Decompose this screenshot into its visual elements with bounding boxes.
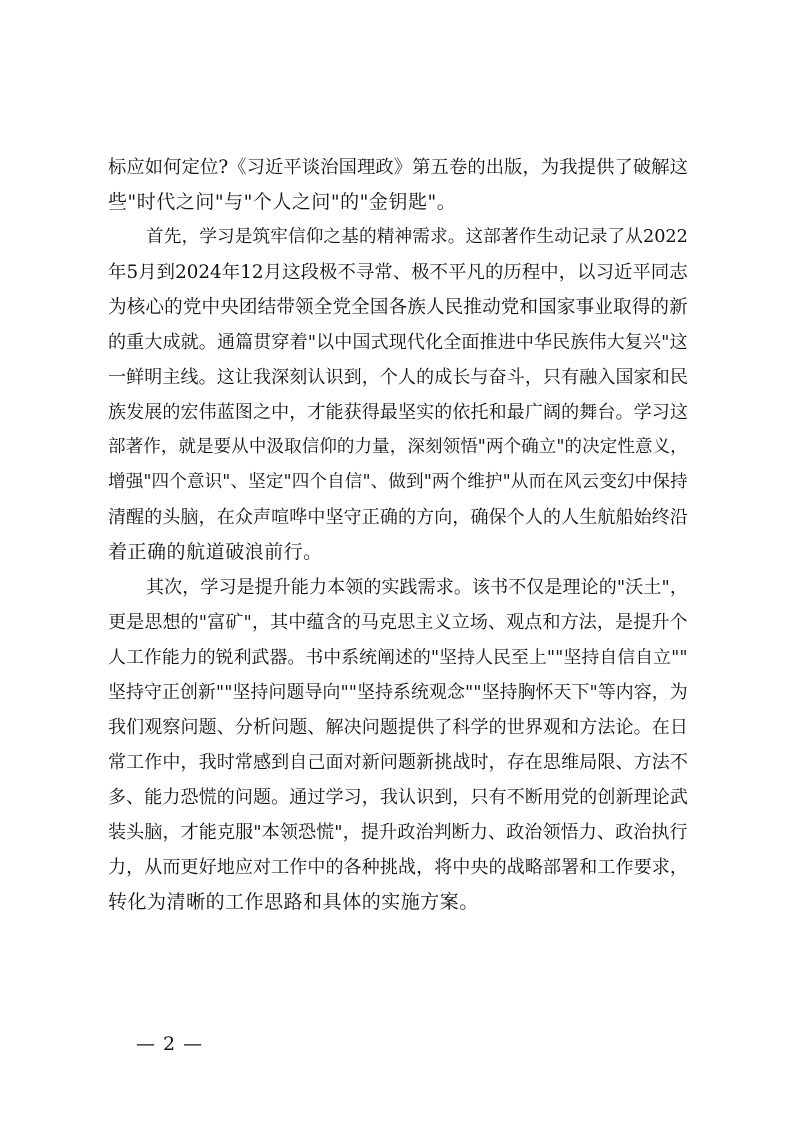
text-line: 族 发 展 的 宏 伟 蓝 图 之 中 ， 才 能 获 得 最 坚 实 的 依 托 和 最 广 阔 的 舞 台 。 学 习 这 [108, 402, 688, 423]
text-line: 坚 持 守 正 创 新 " " 坚 持 问 题 导 向 " " 坚 持 系 统 观 念 " " 坚 持 胸 怀 天 下 " 等 内 容 ， 为 [108, 682, 688, 703]
text-line: 标 应 如 何 定 位 ? 《 习 近 平 谈 治 国 理 政 》 第 五 卷 的 出 版 ， 为 我 提 供 了 破 解 这 [108, 157, 688, 178]
text-line: 其 次 ， 学 习 是 提 升 能 力 本 领 的 实 践 需 求 。 该 书 不 仅 是 理 论 的 " 沃 土 " ， [146, 577, 688, 598]
text-line: 清 醒 的 头 脑 ， 在 众 声 喧 哗 中 坚 守 正 确 的 方 向 ， 确 保 个 人 的 人 生 航 船 始 终 沿 [108, 507, 688, 528]
text-line: 更 是 思 想 的 " 富 矿 " ， 其 中 蕴 含 的 马 克 思 主 义 立 场 、 观 点 和 方 法 ， 是 提 升 个 [108, 612, 688, 633]
paragraph [108, 150, 688, 220]
text-line: 部 著 作 ， 就 是 要 从 中 汲 取 信 仰 的 力 量 ， 深 刻 领 悟 " 两 个 确 立 " 的 决 定 性 意 义 ， [108, 437, 688, 457]
text-line: 人 工 作 能 力 的 锐 利 武 器 。 书 中 系 统 阐 述 的 " 坚 持 人 民 至 上 " " 坚 持 自 信 自 立 " " [108, 647, 688, 668]
text-line: 的 重 大 成 就 。 通 篇 贯 穿 着 " 以 中 国 式 现 代 化 全 面 推 进 中 华 民 族 伟 大 复 兴 " 这 [108, 332, 688, 353]
text-line: 些 " 时 代 之 问 " 与 " 个 人 之 问 " 的 " 金 钥 匙 " 。 [108, 191, 456, 213]
text-line: 年 5 月 到 2024 年 12 月 这 段 极 不 寻 常 、 极 不 平 凡 的 历 程 中 ， 以 习 近 平 同 志 [108, 262, 688, 283]
text-line: 常 工 作 中 ， 我 时 常 感 到 自 己 面 对 新 问 题 新 挑 战 时 ， 存 在 思 维 局 限 、 方 法 不 [108, 752, 688, 773]
text-line: 为 核 心 的 党 中 央 团 结 带 领 全 党 全 国 各 族 人 民 推 动 党 和 国 家 事 业 取 得 的 新 [108, 297, 688, 318]
text-line: 转 化 为 清 晰 的 工 作 思 路 和 具 体 的 实 施 方 案 。 [108, 891, 479, 913]
text-line: 一 鲜 明 主 线 。 这 让 我 深 刻 认 识 到 ， 个 人 的 成 长 与 奋 斗 ， 只 有 融 入 国 家 和 民 [108, 367, 688, 388]
text-line: 装 头 脑 ， 才 能 克 服 " 本 领 恐 慌 " ， 提 升 政 治 判 断 力 、 政 治 领 悟 力 、 政 治 执 行 [108, 822, 688, 843]
text-line: 着 正 确 的 航 道 破 浪 前 行 。 [108, 541, 323, 563]
text-line: 增 强 " 四 个 意 识 " 、 坚 定 " 四 个 自 信 " 、 做 到 " 两 个 维 护 " 从 而 在 风 云 变 幻 中 保 持 [108, 472, 688, 492]
document-body [108, 150, 688, 920]
paragraph [108, 220, 688, 570]
page-number: — 2 — [136, 1033, 204, 1055]
paragraph [108, 570, 688, 920]
text-line: 首 先 ， 学 习 是 筑 牢 信 仰 之 基 的 精 神 需 求 。 这 部 著 作 生 动 记 录 了 从 2022 [146, 227, 688, 247]
text-line: 我 们 观 察 问 题 、 分 析 问 题 、 解 决 问 题 提 供 了 科 学 的 世 界 观 和 方 法 论 。 在 日 [108, 717, 688, 738]
text-line: 多 、 能 力 恐 慌 的 问 题 。 通 过 学 习 ， 我 认 识 到 ， 只 有 不 断 用 党 的 创 新 理 论 武 [108, 787, 688, 808]
text-line: 力 ， 从 而 更 好 地 应 对 工 作 中 的 各 种 挑 战 ， 将 中 央 的 战 略 部 署 和 工 作 要 求 ， [108, 857, 688, 878]
